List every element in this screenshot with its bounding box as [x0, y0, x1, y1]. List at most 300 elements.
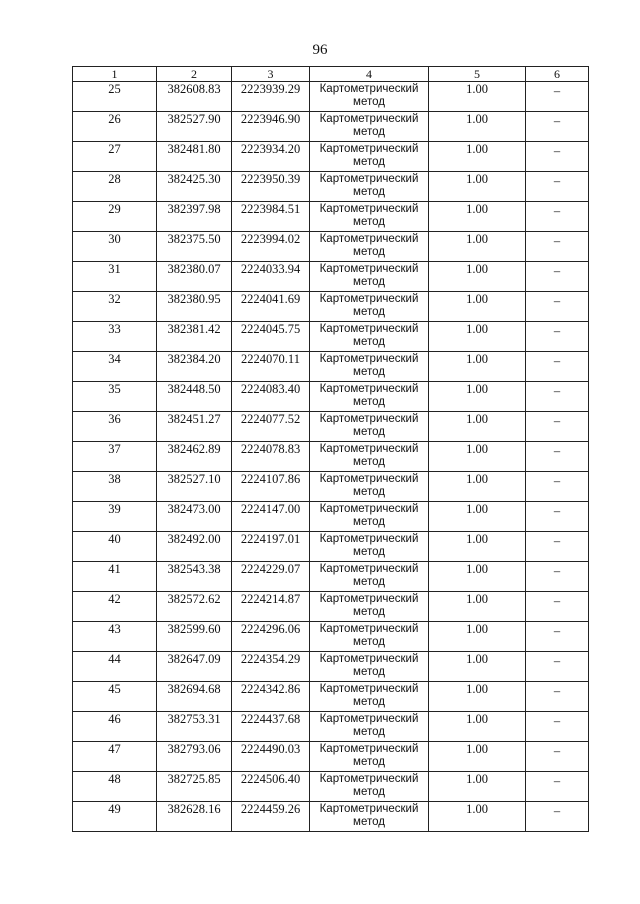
- point-number-cell: [73, 82, 157, 112]
- x-coordinate-cell-text: 382481.80: [167, 142, 221, 156]
- x-coordinate-cell-text: 382527.10: [167, 472, 221, 486]
- y-coordinate-cell: [232, 352, 310, 382]
- x-coordinate-cell: [157, 142, 232, 172]
- note-cell-text: –: [553, 174, 561, 188]
- point-number-cell: [73, 532, 157, 562]
- note-cell: [526, 772, 589, 802]
- y-coordinate-cell-text: 2224078.83: [240, 442, 301, 456]
- x-coordinate-cell: [157, 772, 232, 802]
- note-cell: [526, 502, 589, 532]
- x-coordinate-cell-text: 382380.95: [167, 292, 221, 306]
- note-cell-text: –: [553, 504, 561, 518]
- method-cell: [310, 532, 429, 562]
- accuracy-cell: [429, 382, 526, 412]
- method-cell: [310, 802, 429, 832]
- point-number-cell: [73, 502, 157, 532]
- point-number-cell-text: 32: [108, 292, 121, 306]
- accuracy-cell-text: 1.00: [466, 772, 488, 786]
- x-coordinate-cell-text: 382381.42: [167, 322, 221, 336]
- method-cell-text: Картометрический метод: [319, 623, 419, 648]
- method-cell-text: Картометрический метод: [319, 143, 419, 168]
- y-coordinate-cell-text: 2224459.26: [240, 802, 301, 816]
- y-coordinate-cell-text: 2224342.86: [240, 682, 301, 696]
- accuracy-cell-text: 1.00: [466, 262, 488, 276]
- table-row: [73, 712, 589, 742]
- method-cell: [310, 412, 429, 442]
- accuracy-cell: [429, 502, 526, 532]
- note-cell-text: –: [553, 84, 561, 98]
- accuracy-cell: [429, 802, 526, 832]
- point-number-cell-text: 27: [108, 142, 121, 156]
- table-row: [73, 652, 589, 682]
- accuracy-cell: [429, 82, 526, 112]
- table-row: [73, 232, 589, 262]
- note-cell: [526, 712, 589, 742]
- method-cell: [310, 592, 429, 622]
- method-cell-text: Картометрический метод: [319, 83, 419, 108]
- y-coordinate-cell-text: 2224107.86: [240, 472, 301, 486]
- point-number-cell-text: 43: [108, 622, 121, 636]
- accuracy-cell: [429, 652, 526, 682]
- point-number-cell: [73, 202, 157, 232]
- table-row: [73, 412, 589, 442]
- table-row: [73, 682, 589, 712]
- accuracy-cell: [429, 682, 526, 712]
- column-header: 3: [232, 67, 310, 82]
- x-coordinate-cell: [157, 292, 232, 322]
- x-coordinate-cell-text: 382753.31: [167, 712, 221, 726]
- y-coordinate-cell-text: 2223950.39: [240, 172, 301, 186]
- x-coordinate-cell: [157, 232, 232, 262]
- point-number-cell-text: 42: [108, 592, 121, 606]
- table-row: [73, 532, 589, 562]
- point-number-cell: [73, 412, 157, 442]
- point-number-cell: [73, 742, 157, 772]
- x-coordinate-cell: [157, 712, 232, 742]
- accuracy-cell-text: 1.00: [466, 472, 488, 486]
- method-cell-text: Картометрический метод: [319, 773, 419, 798]
- accuracy-cell-text: 1.00: [466, 652, 488, 666]
- accuracy-cell-text: 1.00: [466, 442, 488, 456]
- y-coordinate-cell: [232, 562, 310, 592]
- method-cell: [310, 262, 429, 292]
- note-cell-text: –: [553, 534, 561, 548]
- y-coordinate-cell: [232, 382, 310, 412]
- note-cell-text: –: [553, 654, 561, 668]
- x-coordinate-cell: [157, 622, 232, 652]
- accuracy-cell-text: 1.00: [466, 352, 488, 366]
- method-cell-text: Картометрический метод: [319, 443, 419, 468]
- method-cell: [310, 502, 429, 532]
- point-number-cell: [73, 712, 157, 742]
- y-coordinate-cell: [232, 172, 310, 202]
- accuracy-cell-text: 1.00: [466, 622, 488, 636]
- table-row: [73, 802, 589, 832]
- point-number-cell: [73, 592, 157, 622]
- note-cell-text: –: [553, 234, 561, 248]
- y-coordinate-cell: [232, 412, 310, 442]
- accuracy-cell: [429, 742, 526, 772]
- x-coordinate-cell-text: 382473.00: [167, 502, 221, 516]
- method-cell-text: Картометрический метод: [319, 653, 419, 678]
- method-cell-text: Картометрический метод: [319, 413, 419, 438]
- note-cell-text: –: [553, 684, 561, 698]
- point-number-cell-text: 46: [108, 712, 121, 726]
- method-cell-text: Картометрический метод: [319, 563, 419, 588]
- note-cell-text: –: [553, 384, 561, 398]
- note-cell-text: –: [553, 714, 561, 728]
- column-header: 5: [429, 67, 526, 82]
- point-number-cell-text: 49: [108, 802, 121, 816]
- y-coordinate-cell: [232, 652, 310, 682]
- x-coordinate-cell-text: 382375.50: [167, 232, 221, 246]
- y-coordinate-cell-text: 2224070.11: [241, 352, 300, 366]
- point-number-cell-text: 35: [108, 382, 121, 396]
- method-cell-text: Картометрический метод: [319, 473, 419, 498]
- table-header-row: [73, 67, 589, 82]
- method-cell-text: Картометрический метод: [319, 803, 419, 828]
- x-coordinate-cell: [157, 742, 232, 772]
- note-cell-text: –: [553, 294, 561, 308]
- y-coordinate-cell-text: 2224197.01: [240, 532, 301, 546]
- y-coordinate-cell: [232, 232, 310, 262]
- table-row: [73, 262, 589, 292]
- note-cell: [526, 112, 589, 142]
- y-coordinate-cell-text: 2223934.20: [240, 142, 301, 156]
- accuracy-cell: [429, 622, 526, 652]
- note-cell: [526, 742, 589, 772]
- note-cell: [526, 802, 589, 832]
- x-coordinate-cell: [157, 592, 232, 622]
- page-number: 96: [312, 42, 328, 58]
- x-coordinate-cell-text: 382608.83: [167, 82, 221, 96]
- accuracy-cell: [429, 352, 526, 382]
- point-number-cell-text: 28: [108, 172, 121, 186]
- method-cell-text: Картометрический метод: [319, 713, 419, 738]
- y-coordinate-cell-text: 2223939.29: [240, 82, 301, 96]
- accuracy-cell-text: 1.00: [466, 112, 488, 126]
- table-row: [73, 472, 589, 502]
- method-cell-text: Картометрический метод: [319, 683, 419, 708]
- point-number-cell: [73, 682, 157, 712]
- method-cell-text: Картометрический метод: [319, 323, 419, 348]
- x-coordinate-cell: [157, 802, 232, 832]
- x-coordinate-cell: [157, 532, 232, 562]
- note-cell: [526, 442, 589, 472]
- accuracy-cell: [429, 142, 526, 172]
- y-coordinate-cell: [232, 142, 310, 172]
- x-coordinate-cell: [157, 352, 232, 382]
- point-number-cell-text: 36: [108, 412, 121, 426]
- accuracy-cell: [429, 442, 526, 472]
- accuracy-cell-text: 1.00: [466, 532, 488, 546]
- note-cell: [526, 592, 589, 622]
- point-number-cell: [73, 112, 157, 142]
- point-number-cell-text: 34: [108, 352, 121, 366]
- accuracy-cell-text: 1.00: [466, 292, 488, 306]
- accuracy-cell: [429, 172, 526, 202]
- method-cell: [310, 322, 429, 352]
- note-cell: [526, 622, 589, 652]
- point-number-cell: [73, 382, 157, 412]
- table-row: [73, 352, 589, 382]
- point-number-cell-text: 25: [108, 82, 121, 96]
- x-coordinate-cell: [157, 652, 232, 682]
- note-cell-text: –: [553, 354, 561, 368]
- method-cell: [310, 562, 429, 592]
- y-coordinate-cell: [232, 622, 310, 652]
- accuracy-cell-text: 1.00: [466, 802, 488, 816]
- point-number-cell-text: 33: [108, 322, 121, 336]
- table-row: [73, 202, 589, 232]
- accuracy-cell-text: 1.00: [466, 142, 488, 156]
- x-coordinate-cell: [157, 412, 232, 442]
- y-coordinate-cell-text: 2224229.07: [240, 562, 301, 576]
- method-cell: [310, 82, 429, 112]
- method-cell-text: Картометрический метод: [319, 263, 419, 288]
- point-number-cell-text: 45: [108, 682, 121, 696]
- method-cell: [310, 682, 429, 712]
- accuracy-cell: [429, 772, 526, 802]
- note-cell: [526, 412, 589, 442]
- point-number-cell-text: 47: [108, 742, 121, 756]
- y-coordinate-cell-text: 2223994.02: [240, 232, 301, 246]
- point-number-cell: [73, 322, 157, 352]
- x-coordinate-cell-text: 382694.68: [167, 682, 221, 696]
- y-coordinate-cell-text: 2223946.90: [240, 112, 301, 126]
- point-number-cell: [73, 232, 157, 262]
- y-coordinate-cell: [232, 802, 310, 832]
- y-coordinate-cell: [232, 442, 310, 472]
- x-coordinate-cell: [157, 382, 232, 412]
- note-cell-text: –: [553, 204, 561, 218]
- accuracy-cell-text: 1.00: [466, 682, 488, 696]
- accuracy-cell: [429, 262, 526, 292]
- x-coordinate-cell: [157, 262, 232, 292]
- method-cell-text: Картометрический метод: [319, 233, 419, 258]
- note-cell-text: –: [553, 564, 561, 578]
- method-cell: [310, 772, 429, 802]
- point-number-cell: [73, 472, 157, 502]
- point-number-cell: [73, 652, 157, 682]
- accuracy-cell-text: 1.00: [466, 322, 488, 336]
- accuracy-cell-text: 1.00: [466, 202, 488, 216]
- method-cell: [310, 142, 429, 172]
- y-coordinate-cell: [232, 472, 310, 502]
- note-cell-text: –: [553, 744, 561, 758]
- table-row: [73, 742, 589, 772]
- accuracy-cell-text: 1.00: [466, 412, 488, 426]
- y-coordinate-cell-text: 2224354.29: [240, 652, 301, 666]
- note-cell: [526, 472, 589, 502]
- method-cell: [310, 652, 429, 682]
- accuracy-cell: [429, 202, 526, 232]
- x-coordinate-cell: [157, 472, 232, 502]
- accuracy-cell: [429, 112, 526, 142]
- note-cell: [526, 652, 589, 682]
- note-cell: [526, 382, 589, 412]
- accuracy-cell-text: 1.00: [466, 502, 488, 516]
- method-cell: [310, 712, 429, 742]
- point-number-cell-text: 30: [108, 232, 121, 246]
- x-coordinate-cell-text: 382397.98: [167, 202, 221, 216]
- y-coordinate-cell-text: 2224296.06: [240, 622, 301, 636]
- accuracy-cell-text: 1.00: [466, 382, 488, 396]
- point-number-cell-text: 39: [108, 502, 121, 516]
- note-cell: [526, 562, 589, 592]
- y-coordinate-cell-text: 2224437.68: [240, 712, 301, 726]
- x-coordinate-cell-text: 382451.27: [167, 412, 221, 426]
- y-coordinate-cell: [232, 532, 310, 562]
- note-cell-text: –: [553, 804, 561, 818]
- method-cell-text: Картометрический метод: [319, 743, 419, 768]
- x-coordinate-cell: [157, 112, 232, 142]
- point-number-cell-text: 38: [108, 472, 121, 486]
- x-coordinate-cell: [157, 682, 232, 712]
- x-coordinate-cell: [157, 562, 232, 592]
- accuracy-cell: [429, 412, 526, 442]
- x-coordinate-cell-text: 382647.09: [167, 652, 221, 666]
- note-cell-text: –: [553, 414, 561, 428]
- table-row: [73, 382, 589, 412]
- accuracy-cell-text: 1.00: [466, 562, 488, 576]
- method-cell-text: Картометрический метод: [319, 533, 419, 558]
- method-cell: [310, 172, 429, 202]
- method-cell: [310, 232, 429, 262]
- y-coordinate-cell-text: 2223984.51: [240, 202, 301, 216]
- point-number-cell-text: 44: [108, 652, 121, 666]
- method-cell-text: Картометрический метод: [319, 203, 419, 228]
- method-cell-text: Картометрический метод: [319, 353, 419, 378]
- note-cell-text: –: [553, 474, 561, 488]
- y-coordinate-cell: [232, 322, 310, 352]
- note-cell: [526, 322, 589, 352]
- accuracy-cell: [429, 712, 526, 742]
- y-coordinate-cell-text: 2224214.87: [240, 592, 301, 606]
- method-cell-text: Картометрический метод: [319, 593, 419, 618]
- accuracy-cell: [429, 292, 526, 322]
- y-coordinate-cell-text: 2224045.75: [240, 322, 301, 336]
- table-row: [73, 172, 589, 202]
- point-number-cell-text: 37: [108, 442, 121, 456]
- point-number-cell: [73, 352, 157, 382]
- table-row: [73, 622, 589, 652]
- point-number-cell-text: 31: [108, 262, 121, 276]
- table-row: [73, 322, 589, 352]
- y-coordinate-cell: [232, 772, 310, 802]
- accuracy-cell: [429, 562, 526, 592]
- method-cell-text: Картометрический метод: [319, 383, 419, 408]
- y-coordinate-cell: [232, 712, 310, 742]
- y-coordinate-cell-text: 2224147.00: [240, 502, 301, 516]
- x-coordinate-cell: [157, 502, 232, 532]
- y-coordinate-cell: [232, 502, 310, 532]
- accuracy-cell-text: 1.00: [466, 172, 488, 186]
- x-coordinate-cell: [157, 202, 232, 232]
- x-coordinate-cell-text: 382543.38: [167, 562, 221, 576]
- method-cell: [310, 382, 429, 412]
- column-header: 4: [310, 67, 429, 82]
- note-cell-text: –: [553, 144, 561, 158]
- accuracy-cell: [429, 232, 526, 262]
- table-row: [73, 772, 589, 802]
- column-header: 2: [157, 67, 232, 82]
- note-cell: [526, 682, 589, 712]
- note-cell-text: –: [553, 324, 561, 338]
- method-cell: [310, 202, 429, 232]
- y-coordinate-cell: [232, 742, 310, 772]
- method-cell: [310, 292, 429, 322]
- x-coordinate-cell-text: 382448.50: [167, 382, 221, 396]
- y-coordinate-cell: [232, 82, 310, 112]
- note-cell: [526, 232, 589, 262]
- note-cell-text: –: [553, 444, 561, 458]
- note-cell: [526, 262, 589, 292]
- point-number-cell: [73, 772, 157, 802]
- method-cell: [310, 352, 429, 382]
- point-number-cell: [73, 802, 157, 832]
- accuracy-cell-text: 1.00: [466, 592, 488, 606]
- note-cell-text: –: [553, 264, 561, 278]
- x-coordinate-cell-text: 382793.06: [167, 742, 221, 756]
- method-cell: [310, 112, 429, 142]
- y-coordinate-cell-text: 2224490.03: [240, 742, 301, 756]
- x-coordinate-cell-text: 382725.85: [167, 772, 221, 786]
- point-number-cell-text: 29: [108, 202, 121, 216]
- x-coordinate-cell: [157, 442, 232, 472]
- method-cell-text: Картометрический метод: [319, 503, 419, 528]
- note-cell: [526, 352, 589, 382]
- point-number-cell: [73, 262, 157, 292]
- accuracy-cell: [429, 472, 526, 502]
- y-coordinate-cell: [232, 112, 310, 142]
- accuracy-cell-text: 1.00: [466, 712, 488, 726]
- x-coordinate-cell-text: 382527.90: [167, 112, 221, 126]
- x-coordinate-cell: [157, 322, 232, 352]
- y-coordinate-cell: [232, 202, 310, 232]
- point-number-cell-text: 40: [108, 532, 121, 546]
- method-cell: [310, 742, 429, 772]
- method-cell-text: Картометрический метод: [319, 113, 419, 138]
- x-coordinate-cell-text: 382384.20: [167, 352, 221, 366]
- point-number-cell-text: 26: [108, 112, 121, 126]
- x-coordinate-cell-text: 382628.16: [167, 802, 221, 816]
- note-cell: [526, 82, 589, 112]
- column-header: 1: [73, 67, 157, 82]
- note-cell: [526, 142, 589, 172]
- y-coordinate-cell-text: 2224506.40: [240, 772, 301, 786]
- note-cell-text: –: [553, 774, 561, 788]
- x-coordinate-cell-text: 382492.00: [167, 532, 221, 546]
- x-coordinate-cell: [157, 172, 232, 202]
- x-coordinate-cell-text: 382380.07: [167, 262, 221, 276]
- table-row: [73, 82, 589, 112]
- y-coordinate-cell-text: 2224077.52: [240, 412, 301, 426]
- accuracy-cell-text: 1.00: [466, 232, 488, 246]
- x-coordinate-cell-text: 382572.62: [167, 592, 221, 606]
- x-coordinate-cell-text: 382425.30: [167, 172, 221, 186]
- accuracy-cell: [429, 592, 526, 622]
- accuracy-cell: [429, 322, 526, 352]
- accuracy-cell: [429, 532, 526, 562]
- note-cell-text: –: [553, 594, 561, 608]
- note-cell-text: –: [553, 624, 561, 638]
- point-number-cell: [73, 622, 157, 652]
- table-row: [73, 502, 589, 532]
- y-coordinate-cell-text: 2224033.94: [240, 262, 301, 276]
- y-coordinate-cell-text: 2224083.40: [240, 382, 301, 396]
- method-cell: [310, 442, 429, 472]
